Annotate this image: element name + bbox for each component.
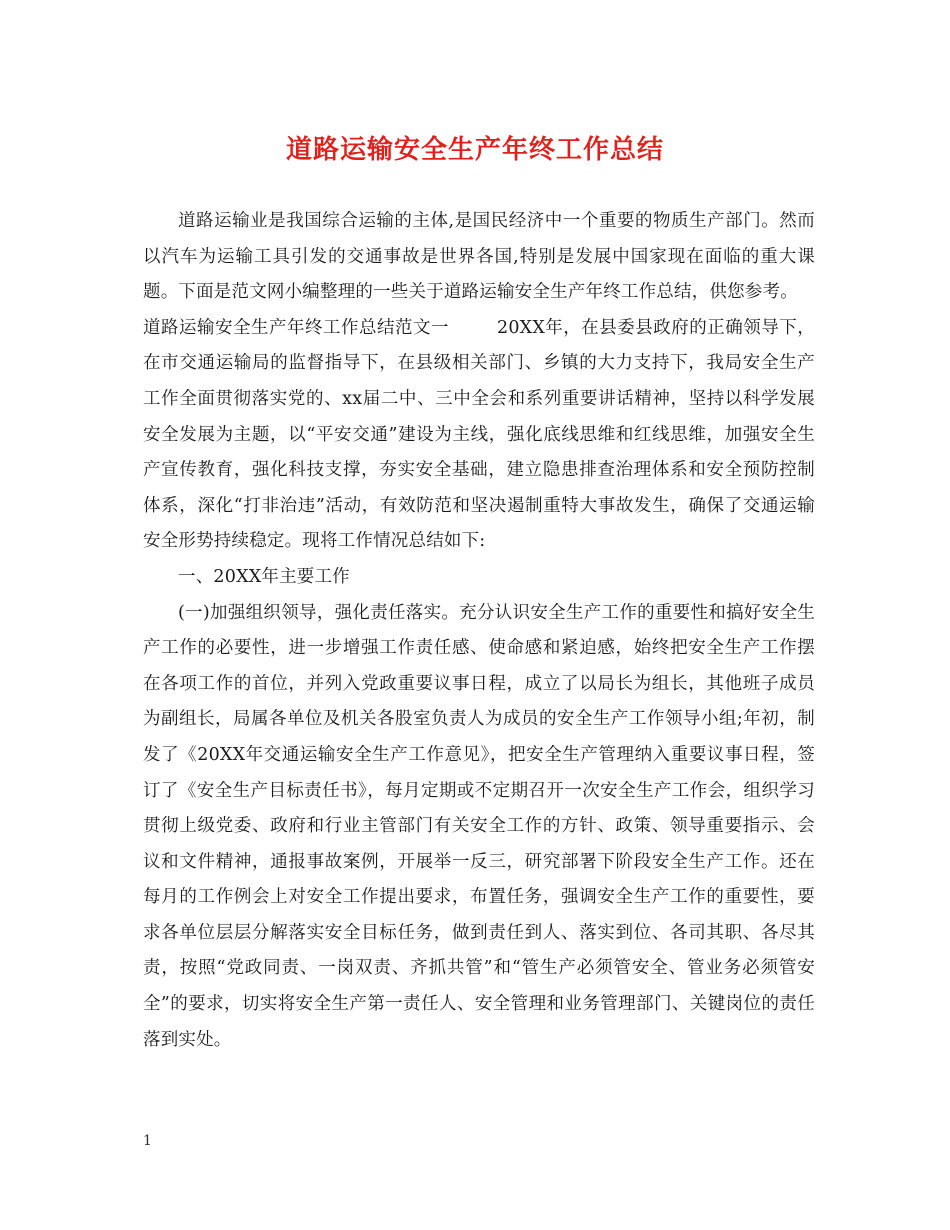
document-body xyxy=(143,204,815,1058)
section-heading-1: 一、20XX年主要工作 xyxy=(178,566,350,587)
intro-paragraph: 道路运输业是我国综合运输的主体,是国民经济中一个重要的物质生产部门。然而以汽车为运输工具引发的交通事故是世界各国,特别是发展中国家现在面临的重大课题。下面是范文网小编整理的一些关于道路运输安全生产年终工作总结，供您参考。 xyxy=(143,211,815,303)
page-number: 1 xyxy=(143,1133,152,1149)
document-title: 道路运输安全生产年终工作总结 xyxy=(285,135,664,165)
sample-paragraph xyxy=(143,311,815,560)
sample-heading: 道路运输安全生产年终工作总结范文一 xyxy=(143,317,450,338)
paragraph-1: 20XX年，在县委县政府的正确领导下，在市交通运输局的监督指导下，在县级相关部门、乡镇的大力支持下，我局安全生产工作全面贯彻落实党的、xx届二中、三中全会和系列重要讲话精神，坚持以科学发展安全发展为主题，以“平安交通”建设为主线，强化底线思维和红线思维，加强安全生产宣传教育，强化科技支撑，夯实安全基础，建立隐患排查治理体系和安全预防控制体系，深化“打非治违”活动，有效防范和坚决遏制重特大事故发生，确保了交通运输安全形势持续稳定。现将工作情况总结如下: xyxy=(143,317,816,552)
paragraph-2: (一)加强组织领导，强化责任落实。充分认识安全生产工作的重要性和搞好安全生产工作的必要性，进一步增强工作责任感、使命感和紧迫感，始终把安全生产工作摆在各项工作的首位，并列入党政重要议事日程，成立了以局长为组长，其他班子成员为副组长，局属各单位及机关各股室负责人为成员的安全生产工作领导小组;年初，制发了《20XX年交通运输安全生产工作意见》，把安全生产管理纳入重要议事日程，签订了《安全生产目标责任书》，每月定期或不定期召开一次安全生产工作会，组织学习贯彻上级党委、政府和行业主管部门有关安全工作的方针、政策、领导重要指示、会议和文件精神，通报事故案例，开展举一反三，研究部署下阶段安全生产工作。还在每月的工作例会上对安全工作提出要求，布置任务，强调安全生产工作的重要性，要求各单位层层分解落实安全目标任务，做到责任到人、落实到位、各司其职、各尽其责，按照“党政同责、一岗双责、齐抓共管”和“管生产必须管安全、管业务必须管安全”的要求，切实将安全生产第一责任人、安全管理和业务管理部门、关键岗位的责任落到实处。 xyxy=(143,602,815,1050)
